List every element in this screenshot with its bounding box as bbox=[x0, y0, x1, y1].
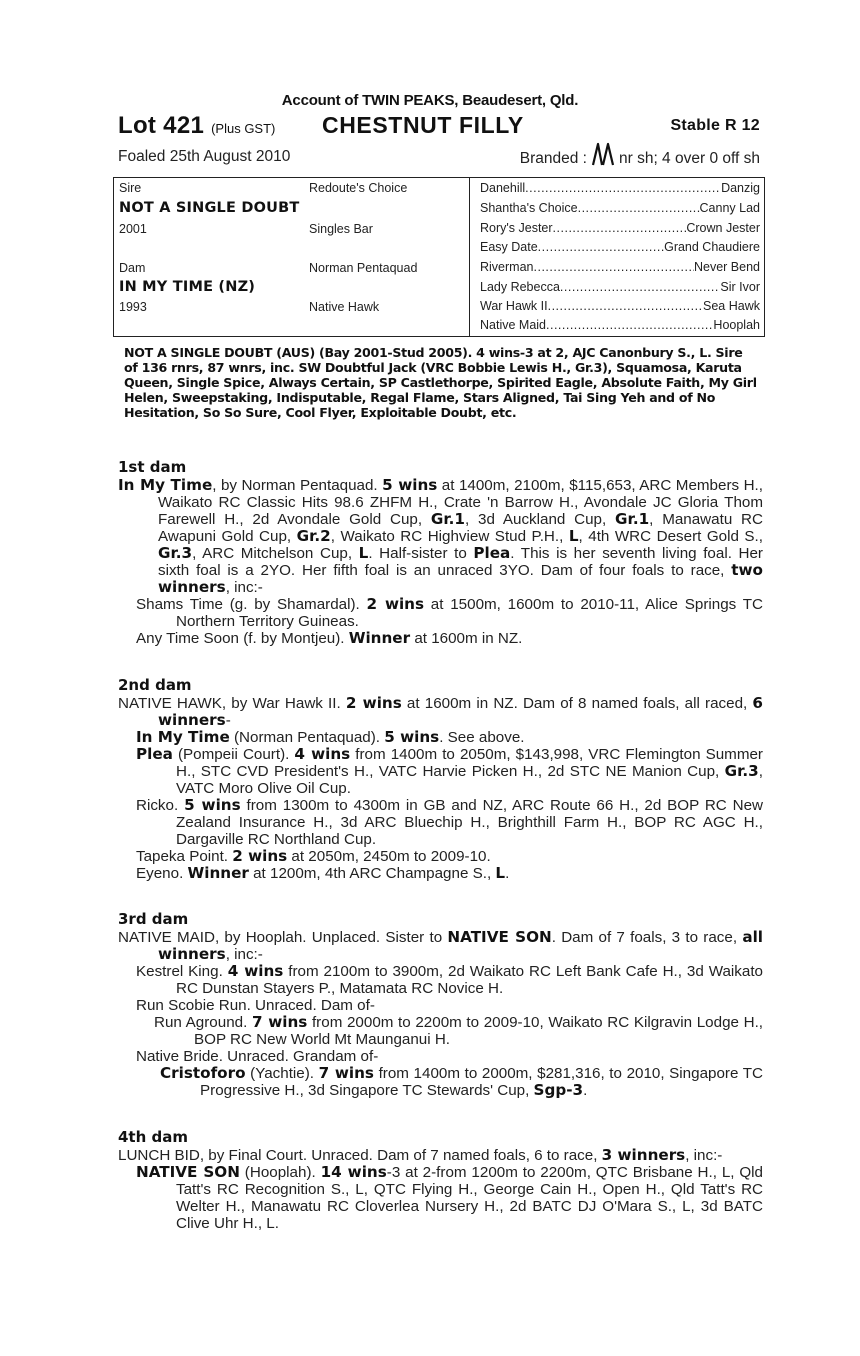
text: , Waikato RC Highview Stud P.H., bbox=[330, 528, 569, 545]
grandparent-right: Crown Jester bbox=[686, 221, 760, 235]
sire-dam: Singles Bar bbox=[309, 222, 373, 236]
horse-description: CHESTNUT FILLY bbox=[322, 112, 524, 138]
vendor-account: Account of TWIN PEAKS, Beaudesert, Qld. bbox=[281, 92, 579, 109]
text: NATIVE MAID, by Hooplah. Unplaced. Sister to bbox=[118, 929, 448, 946]
wins: 7 wins bbox=[318, 1064, 374, 1082]
third-dam-section bbox=[118, 910, 763, 1099]
fourth-dam-paragraph bbox=[118, 1147, 763, 1164]
grandparent-right: Grand Chaudiere bbox=[664, 240, 760, 254]
progeny-entry bbox=[118, 1048, 763, 1065]
text: Eyeno. bbox=[136, 865, 188, 882]
grandparent-right: Sir Ivor bbox=[720, 280, 760, 294]
sire-name: NOT A SINGLE DOUBT bbox=[119, 200, 300, 216]
wins: 2 wins bbox=[345, 694, 402, 712]
text: from 2000m to 2200m to 2009-10, Waikato RC Kilgravin Lodge H., BOP RC New World Mt Maunganui H. bbox=[194, 1014, 764, 1048]
branded-info bbox=[520, 140, 760, 168]
text: , VATC Moro Olive Oil Cup. bbox=[176, 763, 763, 797]
pedigree-table bbox=[113, 177, 765, 337]
grandparent-left: Rory's Jester bbox=[480, 221, 553, 235]
horse-name: Cristoforo bbox=[160, 1064, 246, 1082]
text: (Norman Pentaquad). bbox=[229, 729, 385, 746]
fourth-dam-section bbox=[118, 1128, 763, 1232]
fourth-dam-heading: 4th dam bbox=[118, 1128, 188, 1146]
branded-detail: nr sh; 4 over 0 off sh bbox=[618, 150, 760, 167]
winners-count: two winners bbox=[158, 561, 763, 596]
winners-count: 3 winners bbox=[601, 1146, 686, 1164]
winners-count: 6 winners bbox=[158, 694, 763, 729]
text: -3 at 2-from 1200m to 2200m, QTC Brisbane H., L, Qld Tatt's RC Recognition S., L, QTC Flying H., George Cain H., Open H., Qld Tatt's RC Welter H., Manawatu RC Cloverlea Nursery H., 2d BATC DJ O'Mara S., L, 3d BATC Clive Uhr H., L. bbox=[176, 1164, 763, 1232]
second-dam-heading: 2nd dam bbox=[118, 676, 192, 694]
dam-sire: Norman Pentaquad bbox=[309, 261, 418, 275]
grandparent-right: Sea Hawk bbox=[703, 299, 760, 313]
wins: Winner bbox=[348, 629, 411, 647]
branded-label: Branded : bbox=[519, 150, 587, 167]
grandparent-left: Riverman bbox=[480, 260, 534, 274]
half-sister: Plea bbox=[473, 544, 511, 562]
text: from 1300m to 4300m in GB and NZ, ARC Route 66 H., 2d BOP RC New Zealand Insurance H., 3d ARC Bluechip H., Brighthill Farm H., BOP RC AGC H., Dargaville RC Northland Cup. bbox=[176, 797, 763, 848]
text: (Yachtie). bbox=[245, 1065, 319, 1082]
wins: 7 wins bbox=[251, 1013, 308, 1031]
text: Shams Time (g. by Shamardal). bbox=[136, 596, 367, 613]
progeny-entry bbox=[118, 1065, 763, 1099]
grandparent-row bbox=[480, 240, 760, 254]
second-dam-paragraph bbox=[118, 695, 763, 729]
text: from 1400m to 2000m, $281,316, to 2010, Singapore TC Progressive H., 3d Singapore TC Stewards' Cup, bbox=[200, 1065, 763, 1099]
text: at 1400m, 2100m, $115,653, ARC Members H., Waikato RC Classic Hits 98.6 ZHFM H., Crate 'n Barrow H., Avondale JC Gloria Thom Farewell H., 2d Avondale Gold Cup, bbox=[158, 477, 763, 528]
text: , inc:- bbox=[685, 1147, 723, 1164]
grandparent-row bbox=[480, 181, 760, 195]
text: NATIVE HAWK, by War Hawk II. bbox=[118, 695, 346, 712]
progeny-entry bbox=[118, 596, 763, 630]
winners-count: all winners bbox=[158, 928, 763, 963]
progeny-entry bbox=[118, 729, 763, 746]
text: at 1600m in NZ. bbox=[410, 630, 523, 647]
dam-dam: Native Hawk bbox=[309, 300, 380, 314]
text: , inc:- bbox=[225, 946, 263, 963]
wins: 4 wins bbox=[227, 962, 284, 980]
text: Tapeka Point. bbox=[136, 848, 233, 865]
third-dam-paragraph bbox=[118, 929, 763, 963]
wins: 2 wins bbox=[366, 595, 425, 613]
text: from 1400m to 2050m, $143,998, VRC Flemington Summer H., STC CVD President's H., VATC Harvie Picken H., 2d STC NE Manion Cup, bbox=[176, 746, 763, 780]
text: . This is her seventh living foal. Her sixth foal is a 2YO. Her fifth foal is an unraced 3YO. Dam of four foals to race, bbox=[158, 545, 763, 579]
text: Native Bride. Unraced. Grandam of- bbox=[136, 1048, 379, 1065]
sire-year: 2001 bbox=[119, 222, 147, 236]
third-dam-heading: 3rd dam bbox=[118, 910, 189, 928]
grandparent-row bbox=[480, 299, 760, 313]
text: Kestrel King. bbox=[136, 963, 228, 980]
horse-name: NATIVE SON bbox=[136, 1163, 240, 1181]
grandparent-row bbox=[480, 318, 760, 332]
text: , inc:- bbox=[225, 579, 263, 596]
text: at 1600m in NZ. Dam of 8 named foals, all raced, bbox=[401, 695, 753, 712]
grandparent-left: Shantha's Choice bbox=[480, 201, 578, 215]
wins: 5 wins bbox=[184, 796, 241, 814]
text: at 2050m, 2450m to 2009-10. bbox=[287, 848, 491, 865]
group-grade: Gr.3 bbox=[724, 762, 759, 780]
lot-number bbox=[118, 112, 275, 140]
group-grade: Sgp-3 bbox=[533, 1081, 584, 1099]
wins: Winner bbox=[187, 864, 249, 882]
group-grade: Gr.2 bbox=[296, 527, 331, 545]
lot-label: Lot 421 bbox=[118, 112, 205, 139]
text: (Hooplah). bbox=[239, 1164, 321, 1181]
plus-gst-note: (Plus GST) bbox=[211, 121, 276, 136]
grandparent-right: Canny Lad bbox=[699, 201, 760, 215]
grandparent-right: Never Bend bbox=[693, 260, 760, 274]
text: , Manawatu RC Awapuni Gold Cup, bbox=[158, 511, 763, 545]
progeny-entry bbox=[118, 797, 763, 848]
wins: 5 wins bbox=[382, 476, 438, 494]
progeny-entry bbox=[118, 865, 763, 882]
progeny-entry bbox=[118, 848, 763, 865]
text: from 2100m to 3900m, 2d Waikato RC Left Bank Cafe H., 3d Waikato RC Dunstan Stayers P., Matamata RC Novice H. bbox=[176, 963, 764, 997]
progeny-entry bbox=[118, 1014, 763, 1048]
listed-grade: L bbox=[358, 544, 369, 562]
text: at 1200m, 4th ARC Champagne S., bbox=[248, 865, 496, 882]
grandparent-row bbox=[480, 260, 760, 274]
text: Any Time Soon (f. by Montjeu). bbox=[136, 630, 349, 647]
text: , 3d Auckland Cup, bbox=[465, 511, 616, 528]
first-dam-section bbox=[118, 458, 763, 647]
horse-name: Plea bbox=[136, 745, 173, 763]
grandparent-left: Easy Date bbox=[480, 240, 538, 254]
text: , 4th WRC Desert Gold S., bbox=[578, 528, 763, 545]
grandparent-left: Danehill bbox=[480, 181, 526, 195]
grandparent-left: War Hawk II bbox=[480, 299, 548, 313]
text: (Pompeii Court). bbox=[172, 746, 295, 763]
dam-year: 1993 bbox=[119, 300, 147, 314]
listed-grade: L bbox=[568, 527, 579, 545]
text: LUNCH BID, by Final Court. Unraced. Dam of 7 named foals, 6 to race, bbox=[118, 1147, 602, 1164]
sire-summary: NOT A SINGLE DOUBT (AUS) (Bay 2001-Stud 2005). 4 wins-3 at 2, AJC Canonbury S., L. Sire of 136 rnrs, 87 wnrs, inc. SW Doubtful Jack (VRC Bobbie Lewis H., Gr.3), Squamosa, Karuta Queen, Single Spice, Always Certain, SP Castlethorpe, Spirited Eagle, Absolute Faith, My Girl Helen, Sweepstaking, Indisputable, Regal Flame, Stars Aligned, Tai Sing Yeh and of No Hesitation, So So Sure, Cool Flyer, Exploitable Doubt, etc. bbox=[124, 345, 757, 420]
progeny-entry bbox=[118, 963, 763, 997]
progeny-entry bbox=[118, 1164, 763, 1232]
horse-name: NATIVE SON bbox=[447, 928, 552, 946]
text: Ricko. bbox=[136, 797, 185, 814]
listed-grade: L bbox=[495, 864, 506, 882]
progeny-entry bbox=[118, 746, 763, 797]
wins: 4 wins bbox=[294, 745, 351, 763]
brand-mark-icon bbox=[590, 140, 616, 168]
progeny-entry bbox=[118, 630, 763, 647]
text: - bbox=[225, 712, 231, 729]
group-grade: Gr.1 bbox=[430, 510, 465, 528]
dam-name: In My Time bbox=[118, 476, 213, 494]
grandparent-right: Danzig bbox=[721, 181, 760, 195]
stable-number: Stable R 12 bbox=[670, 117, 760, 134]
foaled-date: Foaled 25th August 2010 bbox=[118, 148, 291, 165]
dam-label: Dam bbox=[119, 261, 146, 275]
text: at 1500m, 1600m to 2010-11, Alice Springs TC Northern Territory Guineas. bbox=[176, 596, 763, 630]
sire-label: Sire bbox=[119, 181, 142, 195]
wins: 14 wins bbox=[320, 1163, 387, 1181]
grandparent-left: Native Maid bbox=[480, 318, 546, 332]
grandparent-right: Hooplah bbox=[713, 318, 760, 332]
text: . See above. bbox=[439, 729, 525, 746]
dam-name: IN MY TIME (NZ) bbox=[119, 279, 256, 295]
wins: 5 wins bbox=[384, 728, 440, 746]
text: , ARC Mitchelson Cup, bbox=[192, 545, 359, 562]
group-grade: Gr.1 bbox=[615, 510, 650, 528]
grandparent-row bbox=[480, 280, 760, 294]
text: Run Scobie Run. Unraced. Dam of- bbox=[136, 997, 375, 1014]
progeny-entry bbox=[118, 997, 763, 1014]
sire-sire: Redoute's Choice bbox=[309, 181, 408, 195]
pedigree-divider bbox=[469, 178, 470, 336]
text: . bbox=[505, 865, 510, 882]
wins: 2 wins bbox=[232, 847, 288, 865]
first-dam-paragraph bbox=[118, 477, 763, 596]
grandparent-row bbox=[480, 201, 760, 215]
grandparent-left: Lady Rebecca bbox=[480, 280, 560, 294]
text: , by Norman Pentaquad. bbox=[212, 477, 383, 494]
text: . Half-sister to bbox=[368, 545, 474, 562]
grandparent-row bbox=[480, 221, 760, 235]
lot-title-line bbox=[118, 112, 763, 142]
group-grade: Gr.3 bbox=[158, 544, 193, 562]
first-dam-heading: 1st dam bbox=[118, 458, 187, 476]
text: . Dam of 7 foals, 3 to race, bbox=[551, 929, 743, 946]
text: . bbox=[583, 1082, 588, 1099]
horse-name: In My Time bbox=[136, 728, 230, 746]
second-dam-section bbox=[118, 676, 763, 882]
text: Run Aground. bbox=[154, 1014, 252, 1031]
